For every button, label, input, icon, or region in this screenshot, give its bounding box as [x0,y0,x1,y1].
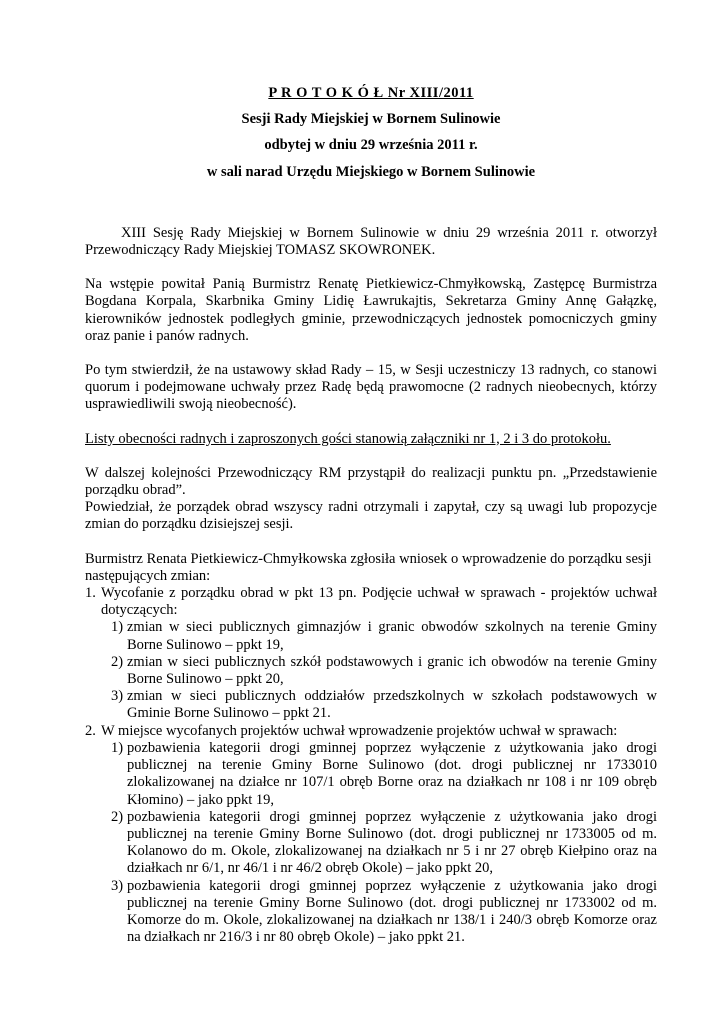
sub-list-item [85,619,657,653]
sub-list-number: 2) [111,808,124,825]
sub-list-text: zmian w sieci publicznych oddziałów przedszkolnych w szkołach podstawowych w Gminie Borne Sulinowo – ppkt 21. [127,688,657,722]
sub-list-text: zmian w sieci publicznych szkół podstawowych i granic ich obwodów na terenie Gminy Borne Sulinowo – ppkt 20, [127,653,657,688]
protocol-body [85,225,657,947]
list-item-head [85,585,657,619]
changes-list [85,585,657,946]
paragraph-opening: XIII Sesję Rady Miejskiej w Bornem Sulinowie w dniu 29 września 2011 r. otworzył Przewodniczący Rady Miejskiej TOMASZ SKOWRONEK. [85,224,657,259]
sub-list [85,740,657,946]
sub-list-item [85,688,657,722]
list-item-text: W miejsce wycofanych projektów uchwał wprowadzenie projektów uchwał w sprawach: [101,722,618,739]
document-page [85,85,657,946]
list-item-number: 1. [85,585,96,602]
sub-list-number: 1) [111,619,124,636]
sub-list [85,619,657,722]
sub-list-number: 1) [111,739,124,756]
session-name: Sesji Rady Miejskiej w Bornem Sulinowie [241,111,501,128]
list-item [85,585,657,723]
sub-list-text: pozbawienia kategorii drogi gminnej poprzez wyłączenie z użytkowania jako drogi publicznej na terenie Gminy Borne Sulinowo (dot. drogi publicznej nr 1733005 od m. Kolanowo do m. Okole, zlokalizowanej na działkach nr 5 i nr 27 obręb Kiełpino oraz na działkach nr 6/1, nr 46/1 i nr 46/2 obręb Okole) – jako ppkt 20, [127,808,657,877]
sub-list-number: 2) [111,653,124,670]
protocol-title: P R O T O K Ó Ł Nr XIII/2011 [268,85,474,101]
sub-list-item [85,809,657,878]
list-item-text: Wycofanie z porządku obrad w pkt 13 pn. Podjęcie uchwał w sprawach - projektów uchwał dotyczących: [101,585,657,619]
sub-list-text: pozbawienia kategorii drogi gminnej poprzez wyłączenie z użytkowania jako drogi publicznej na terenie Gminy Borne Sulinowo (dot. drogi publicznej nr 1733002 od m. Komorze do m. Okole, zlokalizowanej na działkach nr 138/1 i 240/3 obręb Komorze oraz na działkach nr 216/3 i nr 80 obręb Okole) – jako ppkt 21. [127,877,657,946]
session-location: w sali narad Urzędu Miejskiego w Bornem Sulinowie [206,163,536,180]
list-item [85,723,657,947]
paragraph-quorum: Po tym stwierdził, że na ustawowy skład Rady – 15, w Sesji uczestniczy 13 radnych, co stanowi quorum i podejmowane uchwały przez Radę będą prawomocne (2 radnych nieobecnych, którzy usprawiedliwili swoją nieobecność). [85,362,657,413]
protocol-header [85,85,657,181]
sub-list-number: 3) [111,688,124,705]
sub-list-text: zmian w sieci publicznych gimnazjów i granic obwodów szkolnych na terenie Gminy Borne Sulinowo – ppkt 19, [127,619,657,653]
sub-list-item [85,878,657,947]
paragraph-agenda-intro: W dalszej kolejności Przewodniczący RM przystąpił do realizacji punktu pn. „Przedstawienie porządku obrad”. [85,464,657,499]
sub-list-text: pozbawienia kategorii drogi gminnej poprzez wyłączenie z użytkowania jako drogi publicznej na terenie Gminy Borne Sulinowo (dot. drogi publicznej nr 1733010 zlokalizowanej na działce nr 107/1 obręb Borne oraz na działkach nr 108 i nr 109 obręb Kłomino) – jako ppkt 19, [127,739,657,808]
session-date: odbytej w dniu 29 września 2011 r. [264,137,478,154]
paragraph-motion: Burmistrz Renata Pietkiewicz-Chmyłkowska zgłosiła wniosek o wprowadzenie do porządku sesji następujących zmian: [85,550,652,584]
list-item-number: 2. [85,722,96,739]
sub-list-number: 3) [111,877,124,894]
sub-list-item [85,654,657,688]
paragraph-attendance: Listy obecności radnych i zaproszonych gości stanowią załączniki nr 1, 2 i 3 do protokołu. [85,430,611,447]
list-item-head [85,723,657,740]
sub-list-item [85,740,657,809]
paragraph-agenda-question: Powiedział, że porządek obrad wszyscy radni otrzymali i zapytał, czy są uwagi lub propozycje zmian do porządku dzisiejszej sesji. [85,499,657,533]
paragraph-greetings: Na wstępie powitał Panią Burmistrz Renatę Pietkiewicz-Chmyłkowską, Zastępcę Burmistrza Bogdana Korpala, Skarbnika Gminy Lidię Ławrukajtis, Sekretarza Gminy Annę Gałązkę, kierowników jednostek podległych gminie, przewodniczących jednostek pomocniczych gminy oraz panie i panów radnych. [85,276,657,344]
